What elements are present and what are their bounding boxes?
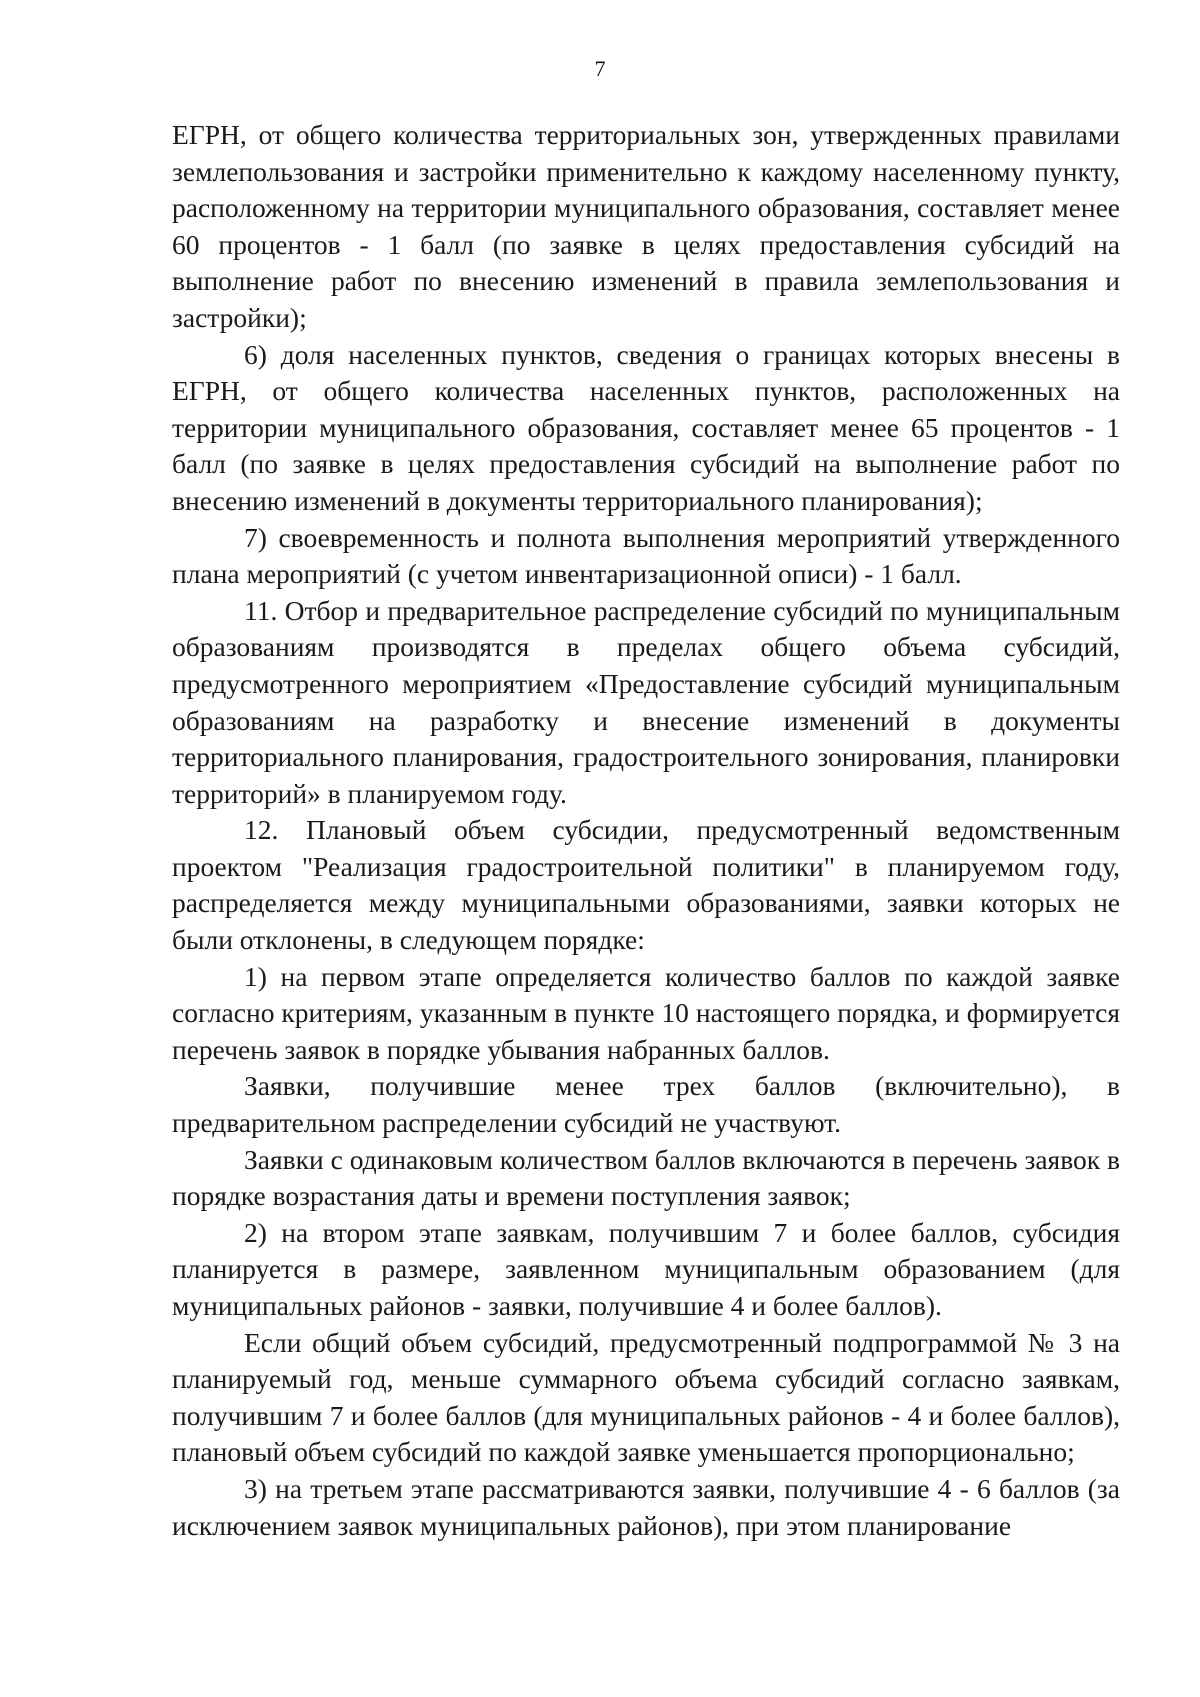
paragraph-stage-1: 1) на первом этапе определяется количество баллов по каждой заявке согласно критериям, указанным в пункте 10 настоящего порядка, и формируется перечень заявок в порядке убывания набранных баллов.	[172, 960, 1120, 1065]
paragraph-clause-12: 12. Плановый объем субсидии, предусмотренный ведомственным проектом "Реализация градостроительной политики" в планируемом году, распределяется между муниципальными образованиями, заявки которых не были отклонены, в следующем порядке:	[172, 814, 1120, 956]
paragraph-clause-11: 11. Отбор и предварительное распределение субсидий по муниципальным образованиям производятся в пределах общего объема субсидий, предусмотренного мероприятием «Предоставление субсидий муниципальным образованиям на разработку и внесение изменений в документы территориального планирования, градостроительного зонирования, планировки территорий» в планируемом году.	[172, 594, 1120, 809]
paragraph-item-6: 6) доля населенных пунктов, сведения о границах которых внесены в ЕГРН, от общего количества населенных пунктов, расположенных на территории муниципального образования, составляет менее 65 процентов - 1 балл (по заявке в целях предоставления субсидий на выполнение работ по внесению изменений в документы территориального планирования);	[172, 338, 1120, 516]
page-number: 7	[594, 56, 606, 81]
paragraph-proportional-reduction: Если общий объем субсидий, предусмотренный подпрограммой № 3 на планируемый год, меньше суммарного объема субсидий согласно заявкам, получившим 7 и более баллов (для муниципальных районов - 4 и более баллов), плановый объем субсидий по каждой заявке уменьшается пропорционально;	[172, 1326, 1120, 1468]
document-body	[172, 117, 1120, 1544]
paragraph-applications-equal-score: Заявки с одинаковым количеством баллов включаются в перечень заявок в порядке возрастания даты и времени поступления заявок;	[172, 1143, 1120, 1212]
paragraph-item-7: 7) своевременность и полнота выполнения мероприятий утвержденного плана мероприятий (с учетом инвентаризационной описи) - 1 балл.	[172, 521, 1120, 590]
paragraph-applications-excluded: Заявки, получившие менее трех баллов (включительно), в предварительном распределении субсидий не участвуют.	[172, 1070, 1120, 1139]
paragraph-stage-2: 2) на втором этапе заявкам, получившим 7 и более баллов, субсидия планируется в размере, заявленном муниципальным образованием (для муниципальных районов - заявки, получившие 4 и более баллов).	[172, 1216, 1120, 1321]
paragraph-continuation: ЕГРН, от общего количества территориальных зон, утвержденных правилами землепользования и застройки применительно к каждому населенному пункту, расположенному на территории муниципального образования, составляет менее 60 процентов - 1 балл (по заявке в целях предоставления субсидий на выполнение работ по внесению изменений в правила землепользования и застройки);	[172, 119, 1120, 333]
paragraph-stage-3: 3) на третьем этапе рассматриваются заявки, получившие 4 - 6 баллов (за исключением заявок муниципальных районов), при этом планирование	[172, 1472, 1120, 1541]
